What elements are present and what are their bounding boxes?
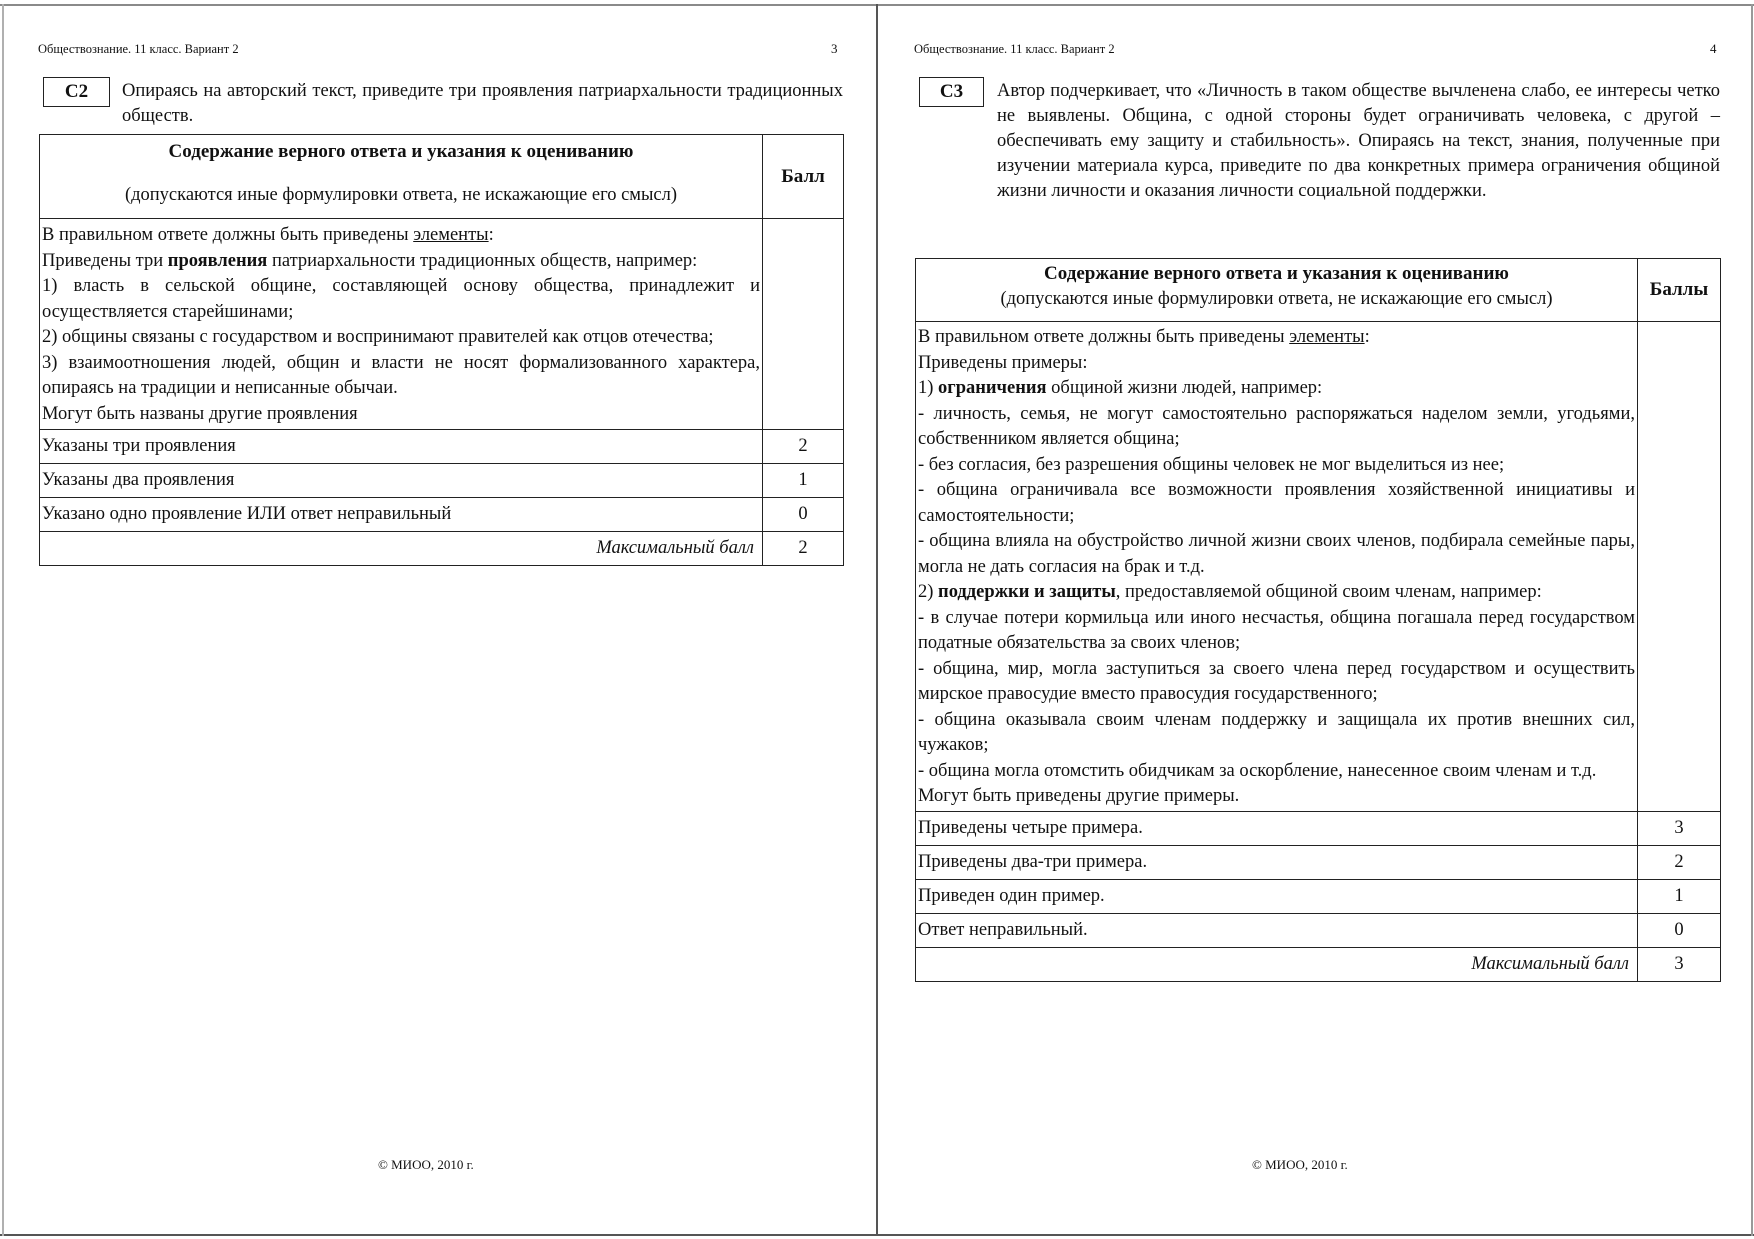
table-row (916, 811, 1721, 845)
list-item: - без согласия, без разрешения общины человек не мог выделиться из нее; (918, 454, 1505, 475)
list-item: - личность, семья, не могут самостоятельно распоряжаться наделом земли, угодьями, собственником является община; (918, 403, 1635, 449)
max-score-value: 2 (763, 532, 844, 566)
table-row (916, 879, 1721, 913)
lead-line: Приведены примеры: (918, 352, 1088, 373)
list-item: - община могла отомстить обидчикам за оскорбление, нанесенное своим членам и т.д. (918, 760, 1597, 781)
lead-line (42, 249, 760, 275)
content-score-cell (1638, 322, 1721, 812)
criterion: Приведен один пример. (916, 879, 1638, 913)
lead-text: Приведены три (42, 250, 168, 271)
content-row (40, 219, 844, 430)
task-prompt: Автор подчеркивает, что «Личность в таком обществе вычленена слабо, ее интересы четко не выявлены. Община, с одной стороны будет ограничивать человека, с другой – обеспечивать ему защиту и стабильность». Опираясь на текст, знания, полученные при изучении материала курса, приведите по два конкретных примера ограничения общиной жизни личности и оказания личности социальной поддержки. (997, 81, 1720, 201)
intro-suffix: : (1364, 327, 1370, 347)
list-item: - община ограничивала все возможности проявления хозяйственной инициативы и самостоятельности; (918, 480, 1635, 526)
max-score-row (40, 532, 844, 566)
intro-suffix: : (488, 225, 494, 245)
page-number: 3 (831, 41, 838, 56)
section-bold: поддержки и защиты (938, 582, 1116, 602)
page-3 (4, 0, 876, 1239)
score: 1 (763, 464, 844, 498)
task-prompt: Опираясь на авторский текст, приведите три проявления патриархальности традиционных обществ. (122, 81, 843, 126)
closing-line: Могут быть приведены другие примеры. (918, 786, 1240, 806)
list-item: 2) общины связаны с государством и воспринимают правителей как отцов отечества; (42, 327, 714, 347)
section-1-heading (918, 376, 1635, 402)
list-item: 3) взаимоотношения людей, общин и власти не носят формализованного характера, опираясь на традиции и неписанные обычаи. (42, 352, 760, 398)
header-subtitle: (допускаются иные формулировки ответа, не искажающие его смысл) (124, 185, 678, 205)
header-content-cell (916, 259, 1638, 322)
intro-underlined: элементы (1289, 327, 1365, 347)
page-4 (878, 0, 1751, 1239)
score: 0 (763, 498, 844, 532)
header-title: Содержание верного ответа и указания к оцениванию (1044, 263, 1509, 284)
criterion: Ответ неправильный. (916, 913, 1638, 947)
max-score-label: Максимальный балл (916, 947, 1638, 981)
intro-text: В правильном ответе должны быть приведены (918, 327, 1290, 347)
content-row (916, 322, 1721, 812)
header-score: Баллы (1638, 259, 1721, 322)
intro-underlined: элементы (413, 225, 489, 245)
section-2-heading (918, 580, 1635, 606)
copyright-footer: © МИОО, 2010 г. (1252, 1157, 1348, 1172)
score: 1 (1638, 879, 1721, 913)
lead-bold: проявления (167, 250, 268, 271)
max-score-row (916, 947, 1721, 981)
table-row (40, 464, 844, 498)
header-score: Балл (763, 135, 844, 219)
page-frame-right (1751, 4, 1753, 1236)
list-item: 1) власть в сельской общине, составляющей основу общества, принадлежит и осуществляется старейшинами; (42, 276, 760, 322)
table-header-row (916, 259, 1721, 322)
copyright-footer: © МИОО, 2010 г. (378, 1157, 474, 1172)
score: 2 (763, 430, 844, 464)
header-subtitle: (допускаются иные формулировки ответа, не искажающие его смысл) (1000, 289, 1553, 309)
task-code-box: С2 (43, 77, 110, 107)
scoring-table (915, 258, 1721, 982)
intro-line (918, 325, 1635, 351)
intro-line (42, 223, 760, 249)
table-header-row (40, 135, 844, 219)
answer-content (916, 322, 1638, 812)
section-number: 2) (918, 582, 939, 602)
header-content-cell (40, 135, 763, 219)
running-head: Обществознание. 11 класс. Вариант 2 (914, 42, 1115, 56)
content-score-cell (763, 219, 844, 430)
section-suffix: общиной жизни людей, например: (1046, 378, 1323, 398)
score: 0 (1638, 913, 1721, 947)
table-row (40, 498, 844, 532)
section-number: 1) (918, 378, 939, 398)
criterion: Указано одно проявление ИЛИ ответ неправильный (40, 498, 763, 532)
table-row (916, 845, 1721, 879)
section-bold: ограничения (938, 378, 1047, 398)
intro-text: В правильном ответе должны быть приведены (42, 225, 414, 245)
lead-suffix: патриархальности традиционных обществ, например: (267, 250, 698, 271)
max-score-value: 3 (1638, 947, 1721, 981)
criterion: Приведены четыре примера. (916, 811, 1638, 845)
table-row (916, 913, 1721, 947)
list-item: - община оказывала своим членам поддержку и защищала их против внешних сил, чужаков; (918, 709, 1635, 755)
header-title: Содержание верного ответа и указания к оцениванию (168, 141, 634, 162)
answer-content (40, 219, 763, 430)
score: 3 (1638, 811, 1721, 845)
section-suffix: , предоставляемой общиной своим членам, например: (1115, 582, 1542, 602)
page-number: 4 (1710, 41, 1717, 56)
max-score-label: Максимальный балл (40, 532, 763, 566)
criterion: Приведены два-три примера. (916, 845, 1638, 879)
running-head: Обществознание. 11 класс. Вариант 2 (38, 42, 239, 56)
closing-line: Могут быть названы другие проявления (42, 403, 358, 424)
criterion: Указаны три проявления (40, 430, 763, 464)
list-item: - в случае потери кормильца или иного несчастья, община погашала перед государством податные обязательства за своих членов; (918, 607, 1635, 653)
criterion: Указаны два проявления (40, 464, 763, 498)
list-item: - община, мир, могла заступиться за своего члена перед государством и осуществить мирское правосудие вместо правосудия государственного; (918, 658, 1635, 704)
task-code-box: С3 (919, 77, 984, 107)
score: 2 (1638, 845, 1721, 879)
scoring-table (39, 134, 844, 566)
list-item: - община влияла на обустройство личной жизни своих членов, подбирала семейные пары, могла не дать согласия на брак и т.д. (918, 531, 1635, 577)
table-row (40, 430, 844, 464)
